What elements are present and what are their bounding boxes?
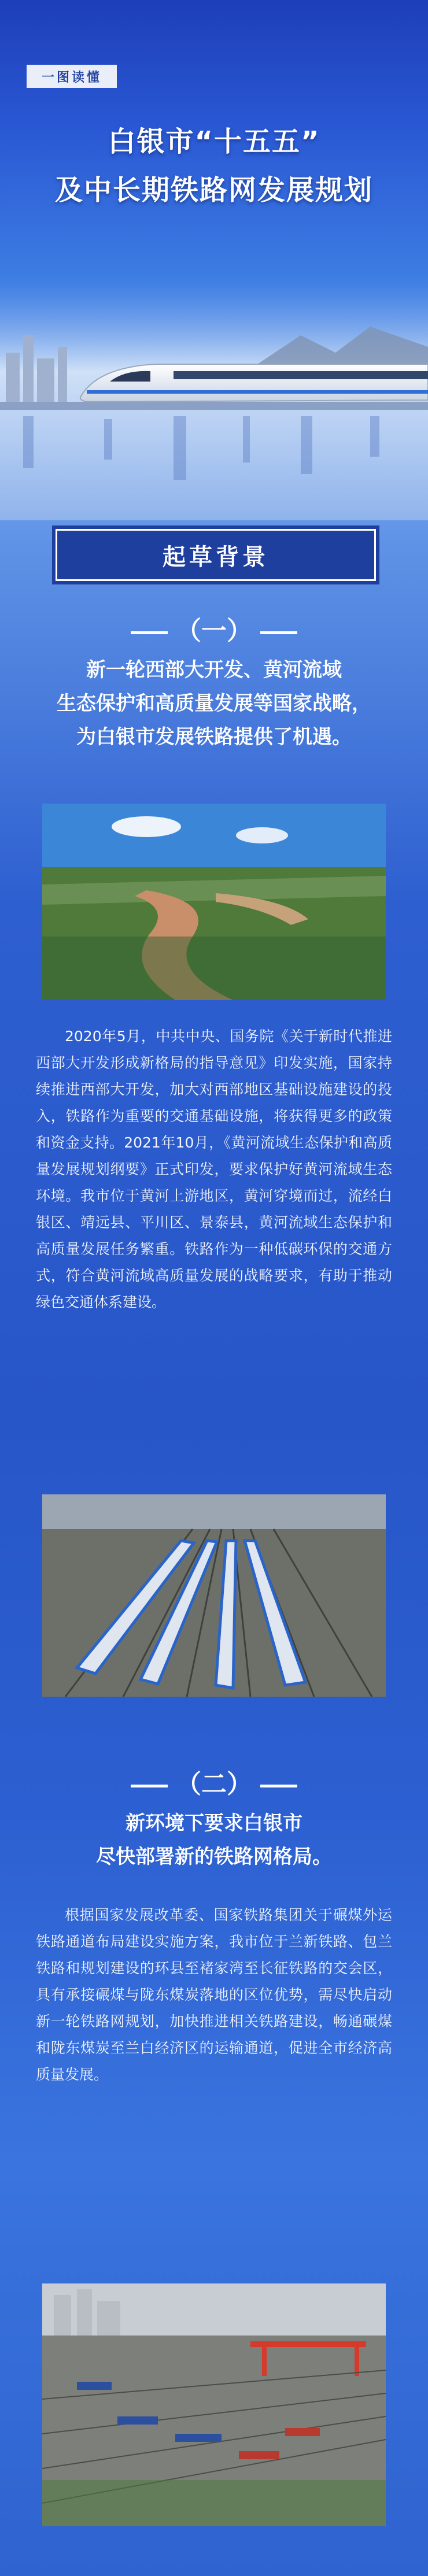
part2-lead-line2: 尽快部署新的铁路网格局。: [96, 1845, 332, 1868]
railway-station-photo: [42, 1494, 386, 1697]
part1-lead: [23, 653, 405, 754]
part1-body: 2020年5月，中共中央、国务院《关于新时代推进西部大开发形成新格局的指导意见》印发实施，国家持续推进西部大开发，加大对西部地区基础设施建设的投入，铁路作为重要的交通基础设施，将获得更多的政策和资金支持。2021年10月，《黄河流域生态保护和高质量发展规划纲要》正式印发，要求保护好黄河流域生态环境。我市位于黄河上游地区，黄河穿境而过，流经白银区、靖远县、平川区、景泰县，黄河流域生态保护和高质量发展任务繁重。铁路作为一种低碳环保的交通方式，符合黄河流域高质量发展的战略要求，有助于推动绿色交通体系建设。: [36, 1028, 392, 1311]
part2-number-row: [0, 1763, 428, 1800]
divider: [260, 631, 297, 634]
divider: [260, 1785, 297, 1787]
divider: [131, 1785, 168, 1787]
freight-yard-photo: [42, 2283, 386, 2526]
part1-number-row: [0, 610, 428, 647]
part2-lead: [23, 1807, 405, 1874]
part2-body: 根据国家发展改革委、国家铁路集团关于碾煤外运铁路通道布局建设实施方案，我市位于兰新铁路、包兰铁路和规划建设的环县至褚家湾至长征铁路的交会区，具有承接碾煤与陇东煤炭落地的区位优势，需尽快启动新一轮铁路网规划，加快推进相关铁路建设，畅通碾煤和陇东煤炭至兰白经济区的运输通道，促进全市经济高质量发展。: [36, 1907, 392, 2083]
part1-lead-line2: 生态保护和高质量发展等国家战略，: [57, 692, 371, 715]
part1-number: （一）: [176, 616, 252, 646]
part1-lead-line3: 为白银市发展铁路提供了机遇。: [76, 726, 352, 749]
divider: [131, 631, 168, 634]
section-heading: 起草背景: [56, 529, 376, 581]
part2-lead-line1: 新环境下要求白银市: [126, 1812, 302, 1835]
hero-train-illustration: [0, 272, 428, 520]
yellow-river-photo: [42, 804, 386, 1000]
section-tag: 一图读懂: [27, 65, 117, 88]
page-title-line2: 及中长期铁路网发展规划: [54, 174, 373, 206]
part1-lead-line1: 新一轮西部大开发、黄河流域: [86, 658, 342, 682]
page-title-line1: 白银市“十五五”: [108, 125, 320, 158]
part2-number: （二）: [176, 1770, 252, 1799]
